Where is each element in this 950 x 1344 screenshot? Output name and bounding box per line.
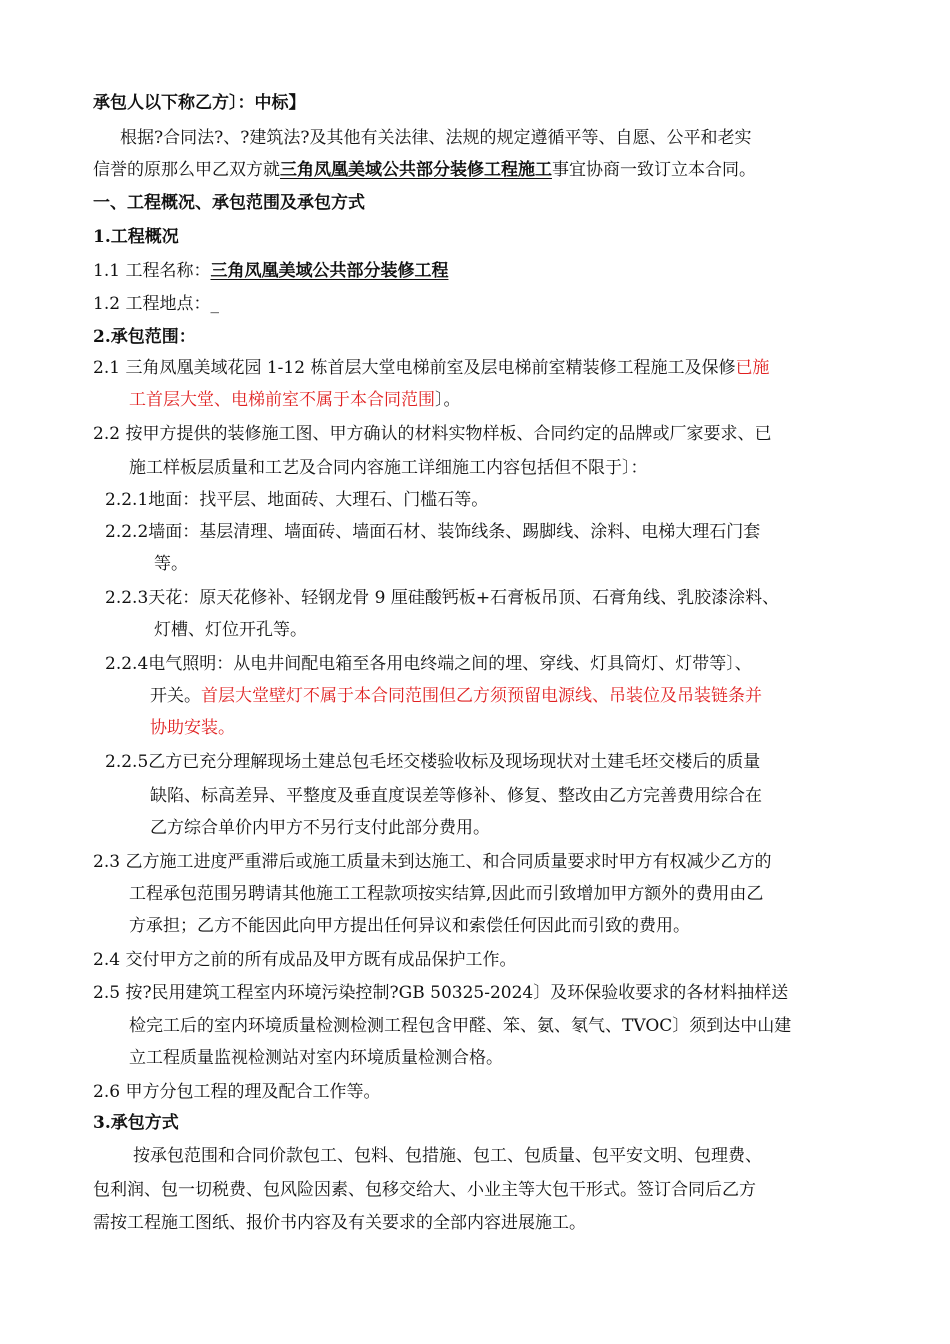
item-2-5-line-1: 2.5 按?民用建筑工程室内环境污染控制?GB 50325-2024〕及环保验收要求的各材料抽样送	[93, 983, 789, 1003]
intro-text-end: 事宜协商一致订立本合同。	[552, 160, 756, 180]
section-3-para-line-2: 包利润、包一切税费、包风险因素、包移交给大、小业主等大包干形式。签订合同后乙方	[93, 1180, 756, 1200]
section-2-heading: 2.承包范围：	[93, 327, 196, 347]
item-2-3-line-2: 工程承包范围另聘请其他施工工程款项按实结算,因此而引致增加甲方额外的费用由乙	[129, 884, 764, 904]
item-2-1-red-text-2: 工首层大堂、电梯前室不属于本合同范围	[129, 390, 435, 410]
item-2-2-5-line-3: 乙方综合单价内甲方不另行支付此部分费用。	[150, 818, 490, 838]
item-2-2-4-text: 开关。	[150, 686, 201, 706]
project-name-value: 三角凤凰美域公共部分装修工程	[210, 261, 449, 281]
intro-line-2	[93, 160, 756, 180]
item-2-2-1: 2.2.1地面：找平层、地面砖、大理石、门槛石等。	[105, 490, 489, 510]
section-3-heading: 3.承包方式	[93, 1113, 179, 1133]
item-1-1-label: 1.1 工程名称：	[93, 261, 211, 281]
contractor-header: 承包人以下称乙方〕：中标】	[93, 93, 306, 113]
section-3-para-line-3: 需按工程施工图纸、报价书内容及有关要求的全部内容进展施工。	[93, 1213, 586, 1233]
section-3-para-line-1: 按承包范围和合同价款包工、包料、包措施、包工、包质量、包平安文明、包理费、	[133, 1146, 762, 1166]
item-2-1-red-text: 已施	[735, 358, 770, 378]
item-2-2-2-line-1: 2.2.2墙面：基层清理、墙面砖、墙面石材、装饰线条、踢脚线、涂料、电梯大理石门套	[105, 522, 761, 542]
item-2-2-5-line-2: 缺陷、标高差异、平整度及垂直度误差等修补、修复、整改由乙方完善费用综合在	[150, 786, 762, 806]
item-2-4: 2.4 交付甲方之前的所有成品及甲方既有成品保护工作。	[93, 950, 517, 970]
item-2-3-line-3: 方承担；乙方不能因此向甲方提出任何异议和索偿任何因此而引致的费用。	[129, 916, 690, 936]
item-2-2-3-line-2: 灯槽、灯位开孔等。	[154, 620, 307, 640]
intro-text: 信誉的原那么甲乙双方就	[93, 160, 280, 180]
item-2-5-line-3: 立工程质量监视检测站对室内环境质量检测合格。	[129, 1048, 503, 1068]
intro-line-1: 根据?合同法?、?建筑法?及其他有关法律、法规的规定遵循平等、自愿、公平和老实	[120, 128, 752, 148]
item-2-6: 2.6 甲方分包工程的理及配合工作等。	[93, 1082, 381, 1102]
item-2-1-text: 2.1 三角凤凰美域花园 1-12 栋首层大堂电梯前室及层电梯前室精装修工程施工及保修	[93, 358, 736, 378]
item-2-2-4-red-text: 首层大堂壁灯不属于本合同范围但乙方须预留电源线、吊装位及吊装链条并	[201, 686, 762, 706]
item-2-2-line-2: 施工样板层质量和工艺及合同内容施工详细施工内容包括但不限于〕：	[129, 458, 648, 478]
item-2-2-5-line-1: 2.2.5乙方已充分理解现场土建总包毛坯交楼验收标及现场现状对土建毛坯交楼后的质量	[105, 752, 761, 772]
section-1-heading: 一、工程概况、承包范围及承包方式	[93, 193, 365, 213]
section-1-1-heading: 1.工程概况	[93, 227, 179, 247]
item-2-2-3-line-1: 2.2.3天花：原天花修补、轻钢龙骨 9 厘硅酸钙板+石膏板吊顶、石膏角线、乳胶漆涂料、	[105, 588, 780, 608]
item-2-1-line-1	[93, 358, 769, 378]
item-2-2-2-line-2: 等。	[154, 554, 188, 574]
item-2-5-line-2: 检完工后的室内环境质量检测检测工程包含甲醛、笨、氨、氡气、TVOC〕须到达中山建	[129, 1016, 792, 1036]
item-2-1-line-2	[129, 390, 461, 410]
item-2-3-line-1: 2.3 乙方施工进度严重滞后或施工质量未到达施工、和合同质量要求时甲方有权减少乙方的	[93, 852, 772, 872]
item-2-2-4-line-1: 2.2.4电气照明：从电井间配电箱至各用电终端之间的埋、穿线、灯具筒灯、灯带等〕、	[105, 654, 752, 674]
item-1-1	[93, 261, 448, 281]
project-name-emphasis: 三角凤凰美域公共部分装修工程施工	[280, 160, 552, 180]
item-2-2-4-line-3: 协助安装。	[150, 718, 235, 738]
item-1-2: 1.2 工程地点：_	[93, 294, 219, 314]
item-2-1-end: 〕。	[435, 390, 461, 410]
item-2-2-line-1: 2.2 按甲方提供的装修施工图、甲方确认的材料实物样板、合同约定的品牌或厂家要求、已	[93, 424, 772, 444]
item-2-2-4-line-2	[150, 686, 762, 706]
